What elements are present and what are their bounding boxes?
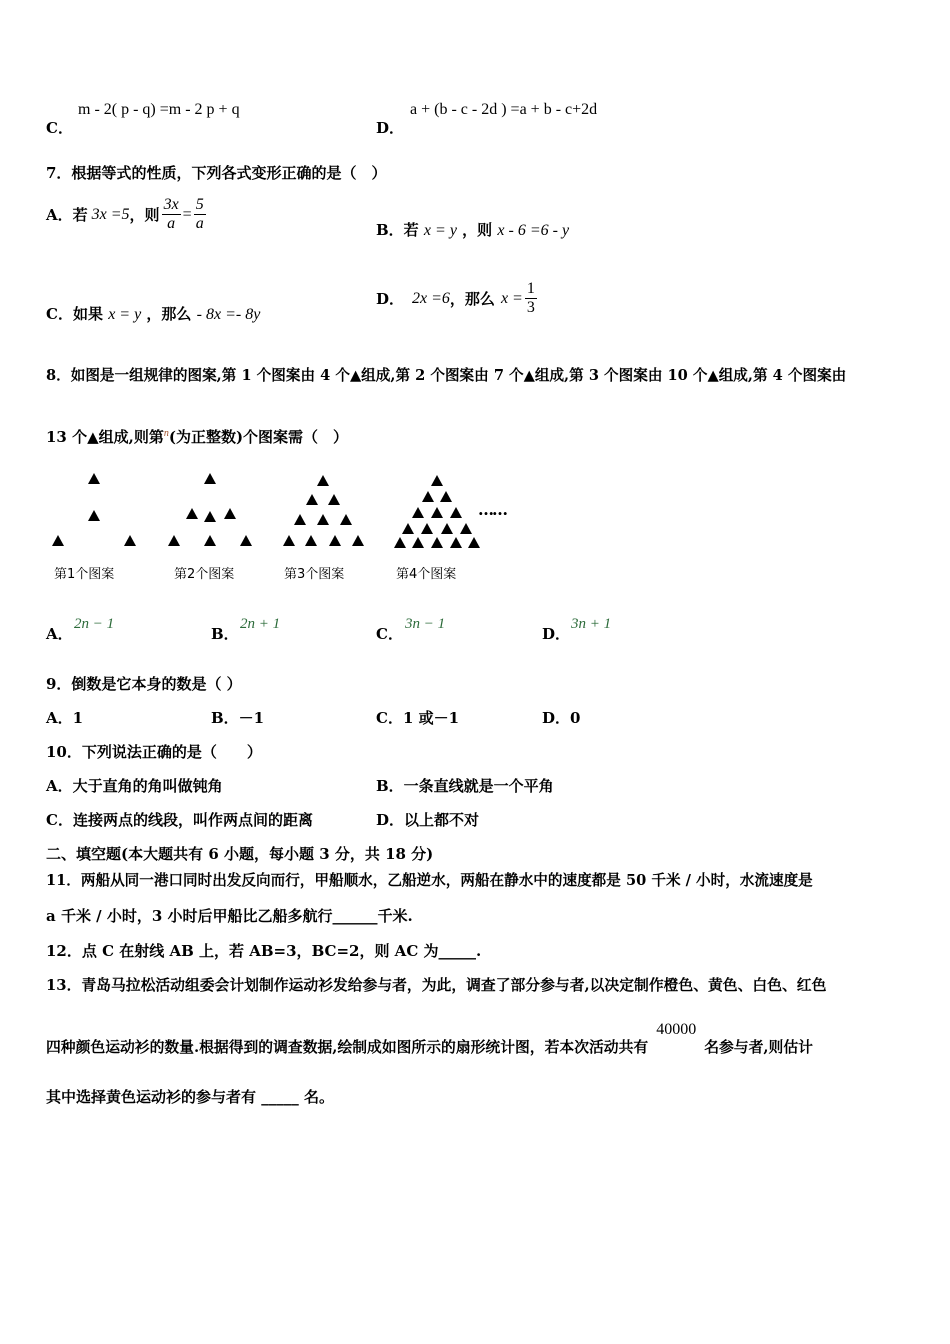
q7-option-b-expr1: x = y: [423, 222, 457, 239]
q7-option-c-mid: ，那么: [146, 305, 192, 323]
triangle-mark: [431, 537, 443, 548]
q7-option-a-den1: a: [167, 215, 176, 232]
q7-stem: 7．根据等式的性质，下列各式变形正确的是（ ）: [46, 164, 387, 182]
triangle-mark: [240, 535, 252, 546]
q8-option-b-label: B．: [211, 625, 239, 643]
q8-option-d-expr: 3n + 1: [571, 616, 612, 632]
q10-option-d: D．以上都不对: [376, 811, 480, 829]
q8-option-a-expr: 2n − 1: [74, 616, 115, 632]
triangle-mark: [460, 523, 472, 534]
q6-option-d-label: D．: [376, 119, 405, 137]
q13-answer-blank: _____: [261, 1088, 299, 1106]
q13-total-participants: 40000: [656, 1021, 697, 1038]
triangle-mark: [186, 508, 198, 519]
q7-option-a-expr1: 3x =5: [91, 205, 130, 223]
q9-option-c: C．1 或－1: [376, 709, 460, 727]
triangle-mark: [412, 537, 424, 548]
triangle-mark: [422, 491, 434, 502]
q7-option-c-expr2: - 8x =- 8y: [196, 306, 261, 323]
q8-option-b-expr: 2n + 1: [240, 616, 281, 632]
q7-option-c-label: C．如果: [46, 305, 103, 323]
q8-caption-2: 第2个图案: [174, 567, 235, 582]
q8-stem-line2: [46, 426, 348, 447]
triangle-mark: [204, 511, 216, 522]
triangle-mark: [224, 508, 236, 519]
q6-option-d-expr: a + (b - c - 2d ) =a + b - c+2d: [410, 101, 598, 118]
q8-stem-line1: 8．如图是一组规律的图案,第 1 个图案由 4 个▲组成,第 2 个图案由 7 个▲组成,第 3 个图案由 10 个▲组成,第 4 个图案由: [46, 367, 847, 384]
triangle-mark: [328, 494, 340, 505]
triangle-mark: [352, 535, 364, 546]
q7-option-a: [46, 196, 208, 233]
q7-option-d-frac: [525, 280, 537, 317]
q13-stem-line1: 13．青岛马拉松活动组委会计划制作运动衫发给参与者，为此，调查了部分参与者,以决定制作橙色、黄色、白色、红色: [46, 977, 827, 994]
triangle-mark: [402, 523, 414, 534]
pattern-1: [52, 473, 136, 546]
q11-stem-line2: [46, 905, 413, 926]
q10-option-c: C．连接两点的线段，叫作两点间的距离: [46, 811, 313, 829]
triangle-mark: [450, 507, 462, 518]
triangle-mark: [394, 537, 406, 548]
triangle-mark: [88, 510, 100, 521]
section-2-heading: 二、填空题(本大题共有 6 小题，每小题 3 分，共 18 分): [46, 845, 434, 863]
q8-pattern-figure: [40, 465, 540, 555]
triangle-mark: [440, 491, 452, 502]
q9-option-b: B．－1: [211, 709, 265, 727]
q7-option-a-mid: ，则: [129, 206, 160, 224]
pattern-3: [283, 475, 364, 546]
q8-stem-line2-pre: 13 个▲组成,则第: [46, 428, 164, 446]
pattern-4: [394, 475, 480, 548]
q7-option-b: [376, 219, 569, 240]
q13-stem-line2: [46, 1021, 813, 1057]
q7-option-d-label: D．: [376, 290, 405, 308]
q8-caption-1: 第1个图案: [54, 567, 115, 582]
q8-caption-3: 第3个图案: [284, 567, 345, 582]
q12-stem-pre: 12．点 C 在射线 AB 上，若 AB=3，BC=2，则 AC 为: [46, 942, 439, 960]
triangle-mark: [283, 535, 295, 546]
triangle-mark: [88, 473, 100, 484]
triangle-mark: [317, 475, 329, 486]
q8-option-c-expr: 3n − 1: [405, 616, 446, 632]
q12-stem: [46, 940, 481, 961]
triangle-mark: [204, 473, 216, 484]
triangle-mark: [468, 537, 480, 548]
q9-option-a: A．1: [46, 709, 84, 727]
q13-stem-line3-pre: 其中选择黄色运动衫的参与者有: [46, 1088, 257, 1106]
triangle-mark: [305, 535, 317, 546]
triangle-mark: [204, 535, 216, 546]
q6-option-c-label: C．: [46, 119, 73, 137]
triangle-mark: [431, 507, 443, 518]
q8-option-c-label: C．: [376, 625, 403, 643]
q11-stem-line1: 11．两船从同一港口同时出发反向而行，甲船顺水，乙船逆水，两船在静水中的速度都是 50 千米 / 小时，水流速度是: [46, 872, 813, 889]
q12-stem-post: .: [475, 942, 482, 960]
q7-option-a-den2: a: [195, 215, 204, 232]
pattern-2: [168, 473, 252, 546]
q7-option-a-frac1: [162, 196, 181, 233]
q13-stem-line3-post: 名。: [303, 1088, 334, 1106]
q6-option-c-expr: m - 2( p - q) =m - 2 p + q: [78, 101, 240, 118]
q12-answer-blank: _____: [438, 942, 476, 960]
q8-stem-line2-post: (为正整数)个图案需（ ）: [168, 428, 349, 446]
q7-option-a-num1: 3x: [163, 196, 179, 213]
q7-option-c-expr1: x = y: [108, 306, 142, 323]
q10-option-a: A．大于直角的角叫做钝角: [46, 777, 223, 795]
q7-option-b-label: B．若: [376, 221, 419, 239]
q7-option-a-eq: =: [182, 205, 192, 223]
q7-option-a-num2: 5: [195, 196, 204, 213]
q13-stem-line2-pre: 四种颜色运动衫的数量.根据得到的调查数据,绘制成如图所示的扇形统计图，若本次活动共有: [46, 1039, 649, 1056]
triangle-mark: [431, 475, 443, 486]
q10-option-b: B．一条直线就是一个平角: [376, 777, 554, 795]
q7-option-b-mid: ，则: [462, 221, 493, 239]
q8-option-d-label: D．: [542, 625, 571, 643]
q7-option-d: [376, 280, 539, 317]
q7-option-b-expr2: x - 6 =6 - y: [497, 222, 570, 239]
q9-option-d: D．0: [542, 709, 581, 727]
triangle-mark: [317, 514, 329, 525]
q7-option-a-frac2: [194, 196, 206, 233]
q8-continuation-dots: ……: [478, 500, 506, 519]
q7-option-a-label: A．若: [46, 206, 88, 224]
q7-option-d-lhs: x =: [500, 289, 523, 307]
q7-option-d-num: 1: [526, 280, 535, 297]
q7-option-d-mid: ，那么: [449, 290, 495, 308]
triangle-mark: [306, 494, 318, 505]
q10-stem: 10．下列说法正确的是（ ）: [46, 743, 262, 761]
triangle-mark: [450, 537, 462, 548]
q7-option-c: [46, 303, 260, 324]
triangle-mark: [340, 514, 352, 525]
q7-option-d-den: 3: [526, 299, 535, 316]
q13-stem-line2-post: 名参与者,则估计: [704, 1039, 813, 1056]
q11-stem-line2-pre: a 千米 / 小时，3 小时后甲船比乙船多航行: [46, 907, 333, 925]
q11-answer-blank: ______: [332, 907, 378, 925]
triangle-mark: [441, 523, 453, 534]
q8-stem-n: n: [163, 428, 169, 439]
triangle-mark: [421, 523, 433, 534]
triangle-mark: [329, 535, 341, 546]
triangle-mark: [412, 507, 424, 518]
q8-option-a-label: A．: [46, 625, 73, 643]
q13-stem-line3: [46, 1086, 334, 1107]
triangle-mark: [52, 535, 64, 546]
triangle-mark: [168, 535, 180, 546]
q7-option-d-expr1: 2x =6: [412, 289, 450, 307]
triangle-mark: [124, 535, 136, 546]
triangle-mark: [294, 514, 306, 525]
q8-caption-4: 第4个图案: [396, 567, 457, 582]
q11-stem-line2-post: 千米.: [377, 907, 413, 925]
q9-stem: 9．倒数是它本身的数是（ ）: [46, 675, 242, 693]
